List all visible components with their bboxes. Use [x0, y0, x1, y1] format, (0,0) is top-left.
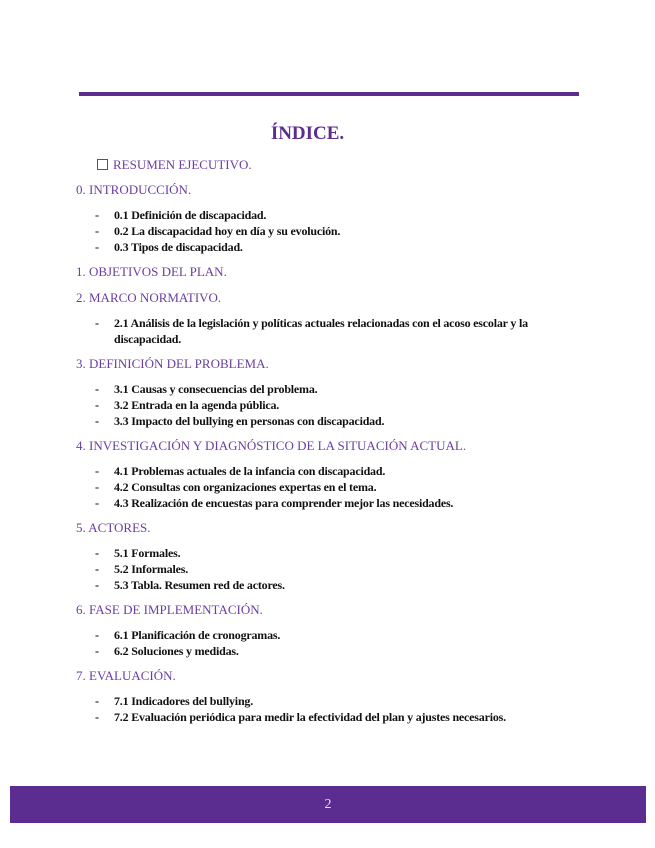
toc-subsection-item[interactable]	[76, 207, 576, 223]
toc-subsection-item[interactable]	[76, 627, 576, 643]
toc-subsection-item[interactable]	[76, 239, 576, 255]
toc-subsection-list	[76, 207, 576, 255]
dash-bullet-icon: -	[95, 562, 99, 576]
dash-bullet-icon: -	[95, 414, 99, 428]
dash-bullet-icon: -	[95, 208, 99, 222]
dash-bullet-icon: -	[95, 240, 99, 254]
toc-section	[76, 667, 576, 725]
toc-subsection-item[interactable]	[76, 709, 576, 725]
toc-subsection-label: 3.2 Entrada en la agenda pública.	[114, 398, 280, 412]
dash-bullet-icon: -	[95, 710, 99, 724]
toc-subsection-item[interactable]	[76, 693, 576, 709]
dash-bullet-icon: -	[95, 496, 99, 510]
dash-bullet-icon: -	[95, 480, 99, 494]
toc-subsection-item[interactable]	[76, 495, 576, 511]
toc-summary-entry[interactable]	[97, 156, 576, 173]
toc-subsection-list	[76, 693, 576, 725]
toc-subsection-item[interactable]	[76, 463, 576, 479]
toc-section	[76, 263, 576, 280]
toc-subsection-label: 2.1 Análisis de la legislación y políticas actuales relacionadas con el acoso escolar y la discapacidad.	[114, 316, 528, 346]
toc-section	[76, 181, 576, 255]
toc-subsection-item[interactable]	[76, 479, 576, 495]
toc-subsection-item[interactable]	[76, 397, 576, 413]
dash-bullet-icon: -	[95, 382, 99, 396]
toc-subsection-label: 6.2 Soluciones y medidas.	[114, 644, 239, 658]
top-rule	[79, 92, 579, 96]
toc-section-heading[interactable]: 3. DEFINICIÓN DEL PROBLEMA.	[76, 356, 269, 371]
toc-subsection-label: 3.1 Causas y consecuencias del problema.	[114, 382, 318, 396]
toc-subsection-list	[76, 315, 576, 347]
toc-subsection-label: 7.2 Evaluación periódica para medir la efectividad del plan y ajustes necesarios.	[114, 710, 506, 724]
toc-subsection-label: 5.3 Tabla. Resumen red de actores.	[114, 578, 285, 592]
toc-subsection-label: 7.1 Indicadores del bullying.	[114, 694, 254, 708]
toc-section-heading[interactable]: 4. INVESTIGACIÓN Y DIAGNÓSTICO DE LA SITUACIÓN ACTUAL.	[76, 438, 467, 453]
toc-subsection-label: 4.2 Consultas con organizaciones expertas en el tema.	[114, 480, 377, 494]
toc-section	[76, 519, 576, 593]
toc-section	[76, 601, 576, 659]
toc-section	[76, 355, 576, 429]
toc-subsection-label: 5.1 Formales.	[114, 546, 181, 560]
toc-subsection-label: 5.2 Informales.	[114, 562, 188, 576]
toc-subsection-label: 0.2 La discapacidad hoy en día y su evolución.	[114, 224, 341, 238]
toc-section	[76, 289, 576, 347]
toc-subsection-label: 3.3 Impacto del bullying en personas con discapacidad.	[114, 414, 385, 428]
dash-bullet-icon: -	[95, 224, 99, 238]
dash-bullet-icon: -	[95, 546, 99, 560]
toc-subsection-item[interactable]	[76, 413, 576, 429]
dash-bullet-icon: -	[95, 694, 99, 708]
toc-section-heading[interactable]: 0. INTRODUCCIÓN.	[76, 182, 192, 197]
checkbox-icon	[97, 159, 108, 170]
page-title: ÍNDICE.	[270, 123, 345, 144]
toc-subsection-label: 4.3 Realización de encuestas para comprender mejor las necesidades.	[114, 496, 454, 510]
toc-sections	[76, 181, 576, 725]
toc-section-heading[interactable]: 6. FASE DE IMPLEMENTACIÓN.	[76, 602, 263, 617]
toc-subsection-label: 4.1 Problemas actuales de la infancia con discapacidad.	[114, 464, 386, 478]
toc-subsection-item[interactable]	[76, 577, 576, 593]
toc-summary-label: RESUMEN EJECUTIVO.	[113, 157, 252, 172]
toc-subsection-list	[76, 463, 576, 511]
toc-section-heading[interactable]: 5. ACTORES.	[76, 520, 151, 535]
dash-bullet-icon: -	[95, 316, 99, 330]
toc-section-heading[interactable]: 7. EVALUACIÓN.	[76, 668, 176, 683]
dash-bullet-icon: -	[95, 398, 99, 412]
toc-subsection-item[interactable]	[76, 381, 576, 397]
dash-bullet-icon: -	[95, 578, 99, 592]
toc-subsection-item[interactable]	[76, 223, 576, 239]
toc-subsection-item[interactable]	[76, 315, 576, 347]
toc-section-heading[interactable]: 1. OBJETIVOS DEL PLAN.	[76, 264, 227, 279]
toc-subsection-list	[76, 545, 576, 593]
page-footer	[10, 786, 646, 823]
dash-bullet-icon: -	[95, 628, 99, 642]
table-of-contents	[76, 156, 576, 733]
toc-subsection-item[interactable]	[76, 643, 576, 659]
toc-subsection-label: 0.1 Definición de discapacidad.	[114, 208, 267, 222]
toc-subsection-list	[76, 627, 576, 659]
toc-subsection-item[interactable]	[76, 561, 576, 577]
dash-bullet-icon: -	[95, 644, 99, 658]
toc-section	[76, 437, 576, 511]
toc-subsection-list	[76, 381, 576, 429]
toc-subsection-item[interactable]	[76, 545, 576, 561]
toc-section-heading[interactable]: 2. MARCO NORMATIVO.	[76, 290, 222, 305]
dash-bullet-icon: -	[95, 464, 99, 478]
toc-subsection-label: 6.1 Planificación de cronogramas.	[114, 628, 281, 642]
toc-subsection-label: 0.3 Tipos de discapacidad.	[114, 240, 243, 254]
page-number: 2	[324, 797, 332, 812]
